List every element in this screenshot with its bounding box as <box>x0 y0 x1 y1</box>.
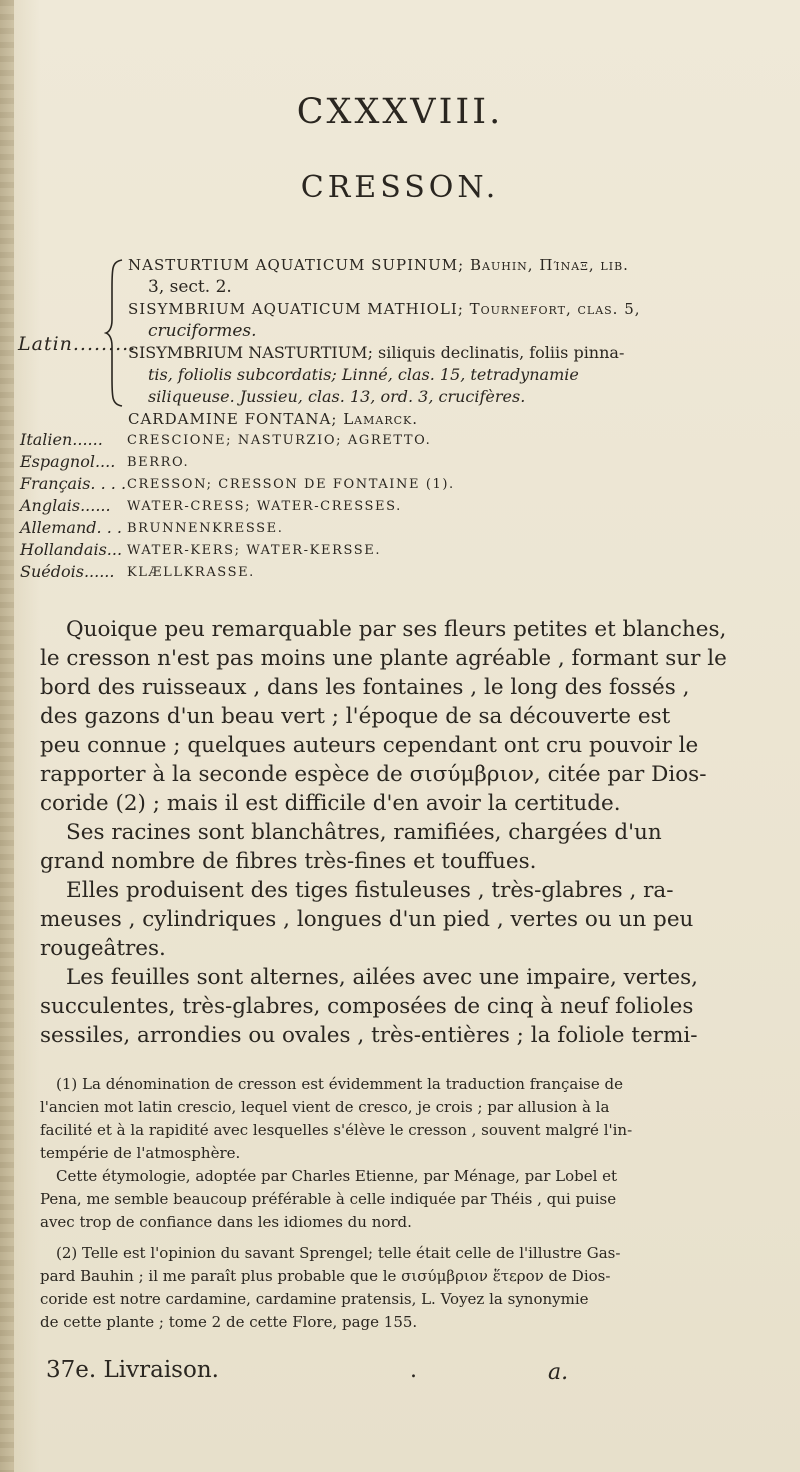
latin-line-4: cruciformes. <box>148 321 257 341</box>
language-names-hollandais: WATER-KERS; WATER-KERSSE. <box>127 543 382 558</box>
language-label-espagnol: Espagnol.... <box>20 452 116 471</box>
body-line: peu connue ; quelques auteurs cependant ont cru pouvoir le <box>40 733 699 758</box>
page-title: CRESSON. <box>300 170 500 205</box>
body-line: grand nombre de fibres très-fines et touffues. <box>40 849 537 874</box>
language-label-suedois: Suédois...... <box>20 562 115 581</box>
footnote-line: avec trop de confiance dans les idiomes du nord. <box>40 1213 412 1231</box>
body-line: Quoique peu remarquable par ses fleurs petites et blanches, <box>66 617 727 642</box>
latin-line-6: tis, foliolis subcordatis; Linné, clas. 15, tetradynamie <box>148 365 579 384</box>
latin-line-8: CARDAMINE FONTANA; Lamarck. <box>128 410 419 428</box>
footnote-line: (2) Telle est l'opinion du savant Sprengel; telle était celle de l'illustre Gas- <box>56 1244 621 1262</box>
body-line: le cresson n'est pas moins une plante agréable , formant sur le <box>40 646 727 671</box>
gathering-mark: a. <box>548 1360 569 1385</box>
language-names-francais: CRESSON; CRESSON DE FONTAINE (1). <box>127 477 455 492</box>
body-line: Elles produisent des tiges fistuleuses , très-glabres , ra- <box>66 878 674 903</box>
latin-line-5: SISYMBRIUM NASTURTIUM; siliquis declinatis, foliis pinna- <box>128 343 625 362</box>
footnote-line: pard Bauhin ; il me paraît plus probable que le σισύμβριον ἕτερον de Dios- <box>40 1267 611 1285</box>
brace-icon <box>104 258 124 408</box>
chapter-numeral: CXXXVIII. <box>296 92 504 132</box>
latin-line-7: siliqueuse. Jussieu, clas. 13, ord. 3, crucifères. <box>148 387 526 406</box>
body-line: des gazons d'un beau vert ; l'époque de sa découverte est <box>40 704 671 729</box>
latin-line-1: NASTURTIUM AQUATICUM SUPINUM; Bauhin, Πίναξ, lib. <box>128 256 629 274</box>
body-line: coride (2) ; mais il est difficile d'en avoir la certitude. <box>40 791 621 816</box>
footnote-line: facilité et à la rapidité avec lesquelles s'élève le cresson , souvent malgré l'in- <box>40 1121 633 1139</box>
language-names-suedois: KLÆLLKRASSE. <box>127 565 255 580</box>
separator-dot: . <box>410 1358 417 1383</box>
language-names-espagnol: BERRO. <box>127 455 190 470</box>
body-line: rapporter à la seconde espèce de σισύμβριον, citée par Dios- <box>40 762 707 787</box>
footnote-line: coride est notre cardamine, cardamine pratensis, L. Voyez la synonymie <box>40 1290 589 1308</box>
language-names-allemand: BRUNNENKRESSE. <box>127 521 284 536</box>
body-line: rougeâtres. <box>40 936 166 961</box>
language-names-italien: CRESCIONE; NASTURZIO; AGRETTO. <box>127 433 432 448</box>
body-line: meuses , cylindriques , longues d'un pied , vertes ou un peu <box>40 907 694 932</box>
language-label-allemand: Allemand. . . <box>20 518 122 537</box>
book-binding-edge <box>0 0 14 1472</box>
footnote-line: l'ancien mot latin crescio, lequel vient de cresco, je crois ; par allusion à la <box>40 1098 610 1116</box>
footnote-line: tempérie de l'atmosphère. <box>40 1144 241 1162</box>
footnote-line: (1) La dénomination de cresson est évidemment la traduction française de <box>56 1075 623 1093</box>
footnote-line: de cette plante ; tome 2 de cette Flore, page 155. <box>40 1313 418 1331</box>
body-line: Les feuilles sont alternes, ailées avec une impaire, vertes, <box>66 965 698 990</box>
language-label-anglais: Anglais...... <box>20 496 111 515</box>
footnote-line: Cette étymologie, adoptée par Charles Etienne, par Ménage, par Lobel et <box>56 1167 618 1185</box>
latin-label: Latin......... <box>18 333 137 355</box>
signature-mark: 37e. Livraison. <box>46 1357 219 1383</box>
footnote-line: Pena, me semble beaucoup préférable à celle indiquée par Théis , qui puise <box>40 1190 617 1208</box>
language-label-hollandais: Hollandais... <box>20 540 123 559</box>
language-label-italien: Italien...... <box>20 430 103 449</box>
body-line: sessiles, arrondies ou ovales , très-entières ; la foliole termi- <box>40 1023 698 1048</box>
latin-line-2: 3, sect. 2. <box>148 277 232 297</box>
language-names-anglais: WATER-CRESS; WATER-CRESSES. <box>127 499 402 514</box>
body-line: bord des ruisseaux , dans les fontaines , le long des fossés , <box>40 675 690 700</box>
body-line: succulentes, très-glabres, composées de cinq à neuf folioles <box>40 994 694 1019</box>
body-line: Ses racines sont blanchâtres, ramifiées, chargées d'un <box>66 820 662 845</box>
latin-line-3: SISYMBRIUM AQUATICUM MATHIOLI; Tournefort, clas. 5, <box>128 300 641 318</box>
language-label-francais: Français. . . . <box>20 474 127 493</box>
